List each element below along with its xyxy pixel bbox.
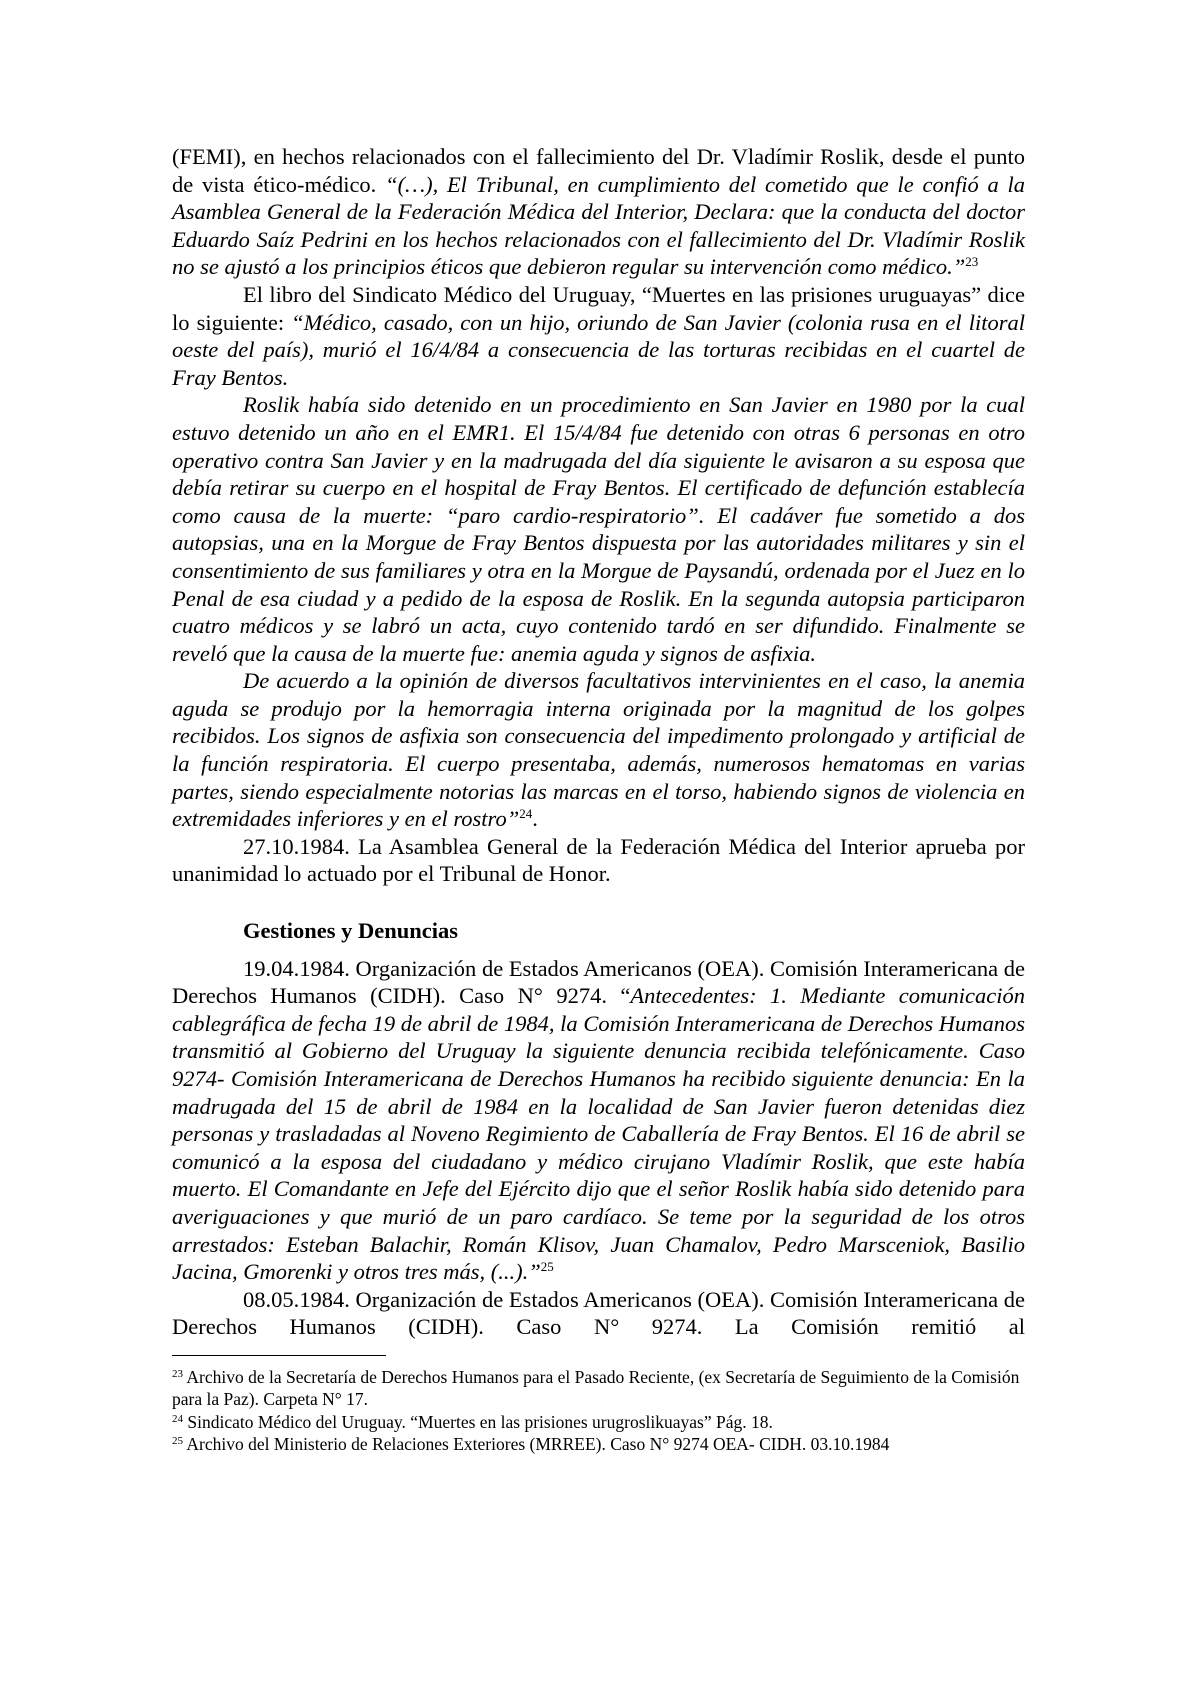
footnote-25 xyxy=(172,1433,1025,1455)
footnotes xyxy=(172,1366,1025,1456)
oea-quote: Antecedentes: 1. Mediante comunicación cablegráfica de fecha 19 de abril de 1984, la Comisión Interamericana de Derechos Humanos transmitió al Gobierno del Uruguay la siguiente denuncia recibida telefónicamente. Caso 9274- Comisión Interamericana de Derechos Humanos ha recibido siguiente denuncia: En la madrugada del 15 de abril de 1984 en la localidad de San Javier fueron detenidas diez personas y trasladadas al Noveno Regimiento de Caballería de Fray Bentos. El 16 de abril se comunicó a la esposa del ciudadano y médico cirujano Vladímir Roslik, que este había muerto. El Comandante en Jefe del Ejército dijo que el señor Roslik había sido detenido para averiguaciones y que murió de un paro cardíaco. Se teme por la seguridad de los otros arrestados: Esteban Balachir, Román Klisov, Juan Chamalov, Pedro Marsceniok, Basilio Jacina, Gmorenki y otros tres más, (...).” xyxy=(172,983,1026,1285)
footnote-24 xyxy=(172,1411,1025,1433)
footnote-ref-23[interactable]: 23 xyxy=(965,254,979,270)
detention-quote: Roslik había sido detenido en un procedimiento en San Javier en 1980 por la cual estuvo detenido un año en el EMR1. El 15/4/84 fue detenido con otras 6 personas en otro operativo contra San Javier y en la madrugada del día siguiente le avisaron a su esposa que debía retirar su cuerpo en el hospital de Fray Bentos. El certificado de defunción establecía como causa de la muerte: “paro cardio-respiratorio”. El cadáver fue sometido a dos autopsias, una en la Morgue de Fray Bentos dispuesta por las autoridades militares y sin el consentimiento de sus familiares y otra en la Morgue de Paysandú, ordenada por el Juez en lo Penal de esa ciudad y a pedido de la esposa de Roslik. En la segunda autopsia participaron cuatro médicos y se labró un acta, cuyo contenido tardó en ser difundido. Finalmente se reveló que la causa de la muerte fue: anemia aguda y signos de asfixia. xyxy=(172,392,1025,666)
footnote-number: 25 xyxy=(172,1435,183,1448)
paragraph-roslik-detention xyxy=(172,391,1025,667)
footnote-number: 23 xyxy=(172,1367,183,1380)
paragraph-tribunal-declaration xyxy=(172,143,1025,281)
paragraph-smu-book xyxy=(172,281,1025,391)
document-page xyxy=(172,143,1025,1456)
footnote-ref-24[interactable]: 24 xyxy=(519,806,533,822)
footnote-text: Sindicato Médico del Uruguay. “Muertes en las prisiones urugroslikuayas” Pág. 18. xyxy=(187,1411,773,1432)
paragraph-text: El libro del Sindicato Médico del Uruguay, “Muertes en las prisiones uruguayas” dice lo siguiente: xyxy=(172,281,1025,335)
medical-quote: De acuerdo a la opinión de diversos facultativos intervinientes en el caso, la anemia aguda se produjo por la hemorragia interna originada por la magnitud de los golpes recibidos. Los signos de asfixia son consecuencia del impedimento prolongado y artificial de la función respiratoria. El cuerpo presentaba, además, numerosos hematomas en varias partes, siendo especialmente notorias las marcas en el torso, habiendo signos de violencia en extremidades inferiores y en el rostro” xyxy=(172,668,1025,832)
smu-quote: “Médico, casado, con un hijo, oriundo de San Javier (colonia rusa en el litoral oeste del país), murió el 16/4/84 a consecuencia de las torturas recibidas en el cuartel de Fray Bentos. xyxy=(172,309,1025,390)
paragraph-assembly-approval xyxy=(172,833,1025,888)
paragraph-text: 08.05.1984. Organización de Estados Americanos (OEA). Comisión Interamericana de Derechos Humanos (CIDH). Caso N° 9274. La Comisión remitió al xyxy=(172,1286,1025,1340)
footnote-ref-25[interactable]: 25 xyxy=(540,1259,554,1275)
footnote-text: Archivo del Ministerio de Relaciones Exteriores (MRREE). Caso N° 9274 OEA- CIDH. 03.10.1984 xyxy=(186,1434,890,1455)
footnote-separator xyxy=(172,1355,386,1356)
period: . xyxy=(532,806,538,832)
footnote-23 xyxy=(172,1366,1025,1411)
section-heading: Gestiones y Denuncias xyxy=(243,918,459,944)
paragraph-text: 27.10.1984. La Asamblea General de la Federación Médica del Interior aprueba por unanimidad lo actuado por el Tribunal de Honor. xyxy=(172,833,1025,887)
paragraph-oea-may xyxy=(172,1286,1025,1341)
paragraph-text: 19.04.1984. Organización de Estados Americanos (OEA). Comisión Interamericana de Derechos Humanos (CIDH). Caso N° 9274. “ xyxy=(172,955,1025,1009)
tribunal-quote: “(…), El Tribunal, en cumplimiento del cometido que le confió a la Asamblea General de la Federación Médica del Interior, Declara: que la conducta del doctor Eduardo Saíz Pedrini en los hechos relacionados con el fallecimiento del Dr. Vladímir Roslik no se ajustó a los principios éticos que debieron regular su intervención como médico.” xyxy=(172,171,1025,280)
footnote-text: Archivo de la Secretaría de Derechos Humanos para el Pasado Reciente, (ex Secretaría de Seguimiento de la Comisión para la Paz). Carpeta N° 17. xyxy=(172,1366,1020,1410)
paragraph-text: (FEMI), en hechos relacionados con el fallecimiento del Dr. Vladímir Roslik, desde el punto de vista ético-médico. xyxy=(172,144,1025,197)
paragraph-oea-april xyxy=(172,955,1025,1286)
paragraph-medical-opinion xyxy=(172,667,1025,833)
footnote-number: 24 xyxy=(172,1412,183,1425)
